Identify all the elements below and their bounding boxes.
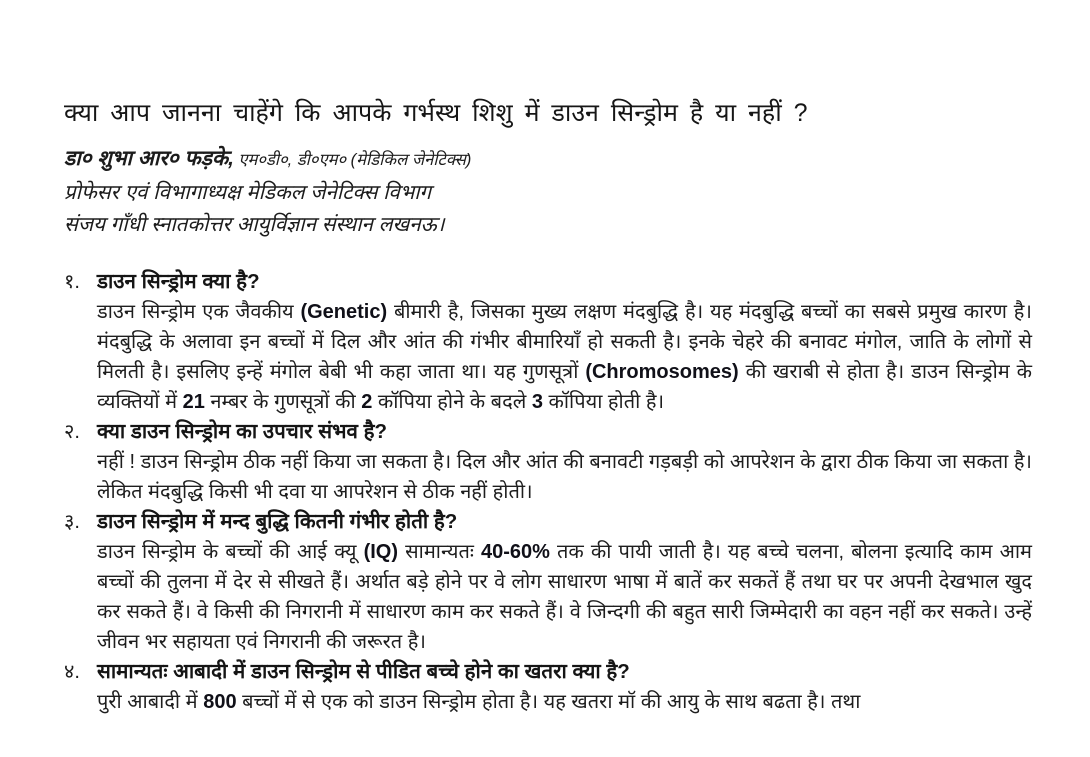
faq-answer: डाउन सिन्ड्रोम एक जैवकीय (Genetic) बीमारी है, जिसका मुख्य लक्षण मंदबुद्धि है। यह मंदबुद्धि बच्चों का सबसे प्रमुख कारण है। मंदबुद्धि के अलावा इन बच्चों में दिल और आंत की गंभीर बीमारियाँ हो सकती है। इनके चेहरे की बनावट मंगोल, जाति के लोगों से मिलती है। इसलिए इन्हें मंगोल बेबी भी कहा जाता था। यह गुणसूत्रों (Chromosomes) की खराबी से होता है। डाउन सिन्ड्रोम के व्यक्तियों में 21 नम्बर के गुणसूत्रों की 2 कॉपिया होने के बदले 3 कॉपिया होती है। xyxy=(97,301,1033,413)
faq-item-content xyxy=(97,267,1032,417)
faq-question: डाउन सिन्ड्रोम क्या है? xyxy=(97,270,260,293)
faq-item-3 xyxy=(64,507,1032,657)
page-title: क्या आप जानना चाहेंगे कि आपके गर्भस्थ शिशु में डाउन सिन्ड्रोम है या नहीं ? xyxy=(64,99,808,127)
faq-item-number: १. xyxy=(64,271,80,293)
faq-item-number: ३. xyxy=(64,511,80,533)
author-block xyxy=(64,143,1032,241)
faq-item-content xyxy=(97,417,1032,507)
author-credentials: एम०डी०, डी०एम० (मेडिकिल जेनेटिक्स) xyxy=(238,151,472,169)
faq-item-1 xyxy=(64,267,1032,417)
faq-question: सामान्यतः आबादी में डाउन सिन्ड्रोम से पीडित बच्चे होने का खतरा क्या है? xyxy=(97,660,630,683)
author-institution: संजय गाँधी स्नातकोत्तर आयुर्विज्ञान संस्थान लखनऊ। xyxy=(64,213,445,236)
author-designation: प्रोफेसर एवं विभागाध्यक्ष मेडिकल जेनेटिक्स विभाग xyxy=(64,181,432,204)
faq-item-4 xyxy=(64,657,1032,717)
faq-item-content xyxy=(97,507,1032,657)
faq-list xyxy=(64,267,1032,717)
faq-item-number: ४. xyxy=(64,661,80,683)
faq-item-2 xyxy=(64,417,1032,507)
faq-item-number: २. xyxy=(64,421,80,443)
faq-item-content xyxy=(97,657,1032,717)
faq-question: क्या डाउन सिन्ड्रोम का उपचार संभव है? xyxy=(97,420,387,443)
faq-question: डाउन सिन्ड्रोम में मन्द बुद्धि कितनी गंभीर होती है? xyxy=(97,510,458,533)
faq-answer: पुरी आबादी में 800 बच्चों में से एक को डाउन सिन्ड्रोम होता है। यह खतरा मॉ की आयु के साथ बढता है। तथा xyxy=(97,691,861,713)
author-name: डा० शुभा आर० फड़के, xyxy=(64,147,234,170)
author-line-1 xyxy=(64,143,1032,177)
faq-answer: नहीं ! डाउन सिन्ड्रोम ठीक नहीं किया जा सकता है। दिल और आंत की बनावटी गड़बड़ी को आपरेशन के द्वारा ठीक किया जा सकता है। लेकित मंदबुद्धि किसी भी दवा या आपरेशन से ठीक नहीं होती। xyxy=(97,451,1033,503)
faq-answer: डाउन सिन्ड्रोम के बच्चों की आई क्यू (IQ) सामान्यतः 40-60% तक की पायी जाती है। यह बच्चे चलना, बोलना इत्यादि काम आम बच्चों की तुलना में देर से सीखते हैं। अर्थात बड़े होने पर वे लोग साधारण भाषा में बातें कर सकतें हैं तथा घर पर अपनी देखभाल खुद कर सकते हैं। वे किसी की निगरानी में साधारण काम कर सकते हैं। वे जिन्दगी की बहुत सारी जिम्मेदारी का वहन नहीं कर सकते। उन्हें जीवन भर सहायता एवं निगरानी की जरूरत है। xyxy=(97,541,1032,653)
